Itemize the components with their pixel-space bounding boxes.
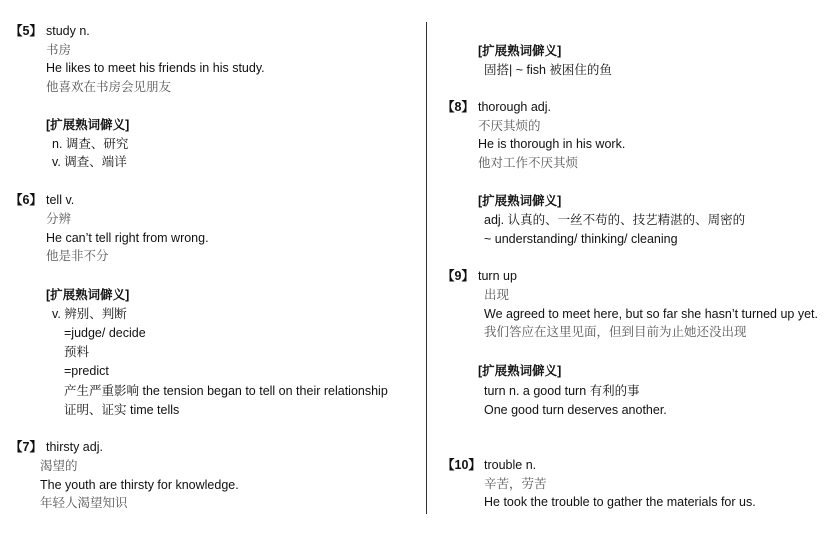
example-zh: 他喜欢在书房会见朋友 — [46, 80, 172, 94]
example-zh: 我们答应在这里见面，但到目前为止她还没出现 — [484, 325, 747, 339]
extension-line: adj. 认真的、一丝不苟的、技艺精湛的、周密的 — [484, 213, 746, 227]
entry-number: 【7】 — [10, 440, 42, 454]
example-en: We agreed to meet here, but so far she hasn’t turned up yet. — [484, 307, 818, 321]
extension-title: [扩展熟词僻义] — [46, 288, 130, 302]
entry-number: 【5】 — [10, 24, 42, 38]
entry-headword: trouble n. — [484, 458, 537, 472]
entry-meaning: 辛苦，劳苦 — [484, 477, 547, 491]
extension-line: 产生严重影响 the tension began to tell on their relationship — [64, 384, 388, 398]
entry-headword: thirsty adj. — [46, 440, 103, 454]
entry-headword: tell v. — [46, 193, 75, 207]
entry-headword: study n. — [46, 24, 90, 38]
example-zh: 他对工作不厌其烦 — [478, 156, 579, 170]
extension-line: ~ understanding/ thinking/ cleaning — [484, 232, 678, 246]
extension-line: =judge/ decide — [64, 326, 146, 340]
entry-number: 【10】 — [442, 458, 481, 472]
example-zh: 他是非不分 — [46, 249, 109, 263]
example-en: He is thorough in his work. — [478, 137, 626, 151]
example-en: He likes to meet his friends in his study. — [46, 61, 265, 75]
entry-meaning: 分辨 — [46, 212, 72, 226]
entry-number: 【6】 — [10, 193, 42, 207]
extension-title: [扩展熟词僻义] — [478, 194, 562, 208]
extension-line: v. 调查、端详 — [52, 155, 127, 169]
extension-line: One good turn deserves another. — [484, 403, 667, 417]
extension-line: 固搭| ~ fish 被困住的鱼 — [484, 63, 612, 77]
extension-line: 证明、证实 time tells — [64, 403, 180, 417]
extension-line: n. 调查、研究 — [52, 137, 129, 151]
entry-headword: thorough adj. — [478, 100, 551, 114]
extension-title: [扩展熟词僻义] — [478, 364, 562, 378]
entry-meaning: 书房 — [46, 43, 72, 57]
entry-meaning: 不厌其烦的 — [478, 119, 541, 133]
extension-line: =predict — [64, 364, 109, 378]
entry-headword: turn up — [478, 269, 517, 283]
extension-title: [扩展熟词僻义] — [46, 118, 130, 132]
extension-title: [扩展熟词僻义] — [478, 44, 562, 58]
example-en: He took the trouble to gather the materials for us. — [484, 495, 756, 509]
entry-number: 【9】 — [442, 269, 474, 283]
entry-meaning: 出现 — [484, 288, 510, 302]
extension-line: 预料 — [64, 345, 90, 359]
extension-line: turn n. a good turn 有利的事 — [484, 384, 640, 398]
extension-line: v. 辨别、判断 — [52, 307, 127, 321]
entry-number: 【8】 — [442, 100, 474, 114]
example-en: He can’t tell right from wrong. — [46, 231, 209, 245]
example-en: The youth are thirsty for knowledge. — [40, 478, 239, 492]
entry-meaning: 渴望的 — [40, 459, 78, 473]
column-divider — [426, 22, 427, 514]
example-zh: 年轻人渴望知识 — [40, 496, 128, 510]
